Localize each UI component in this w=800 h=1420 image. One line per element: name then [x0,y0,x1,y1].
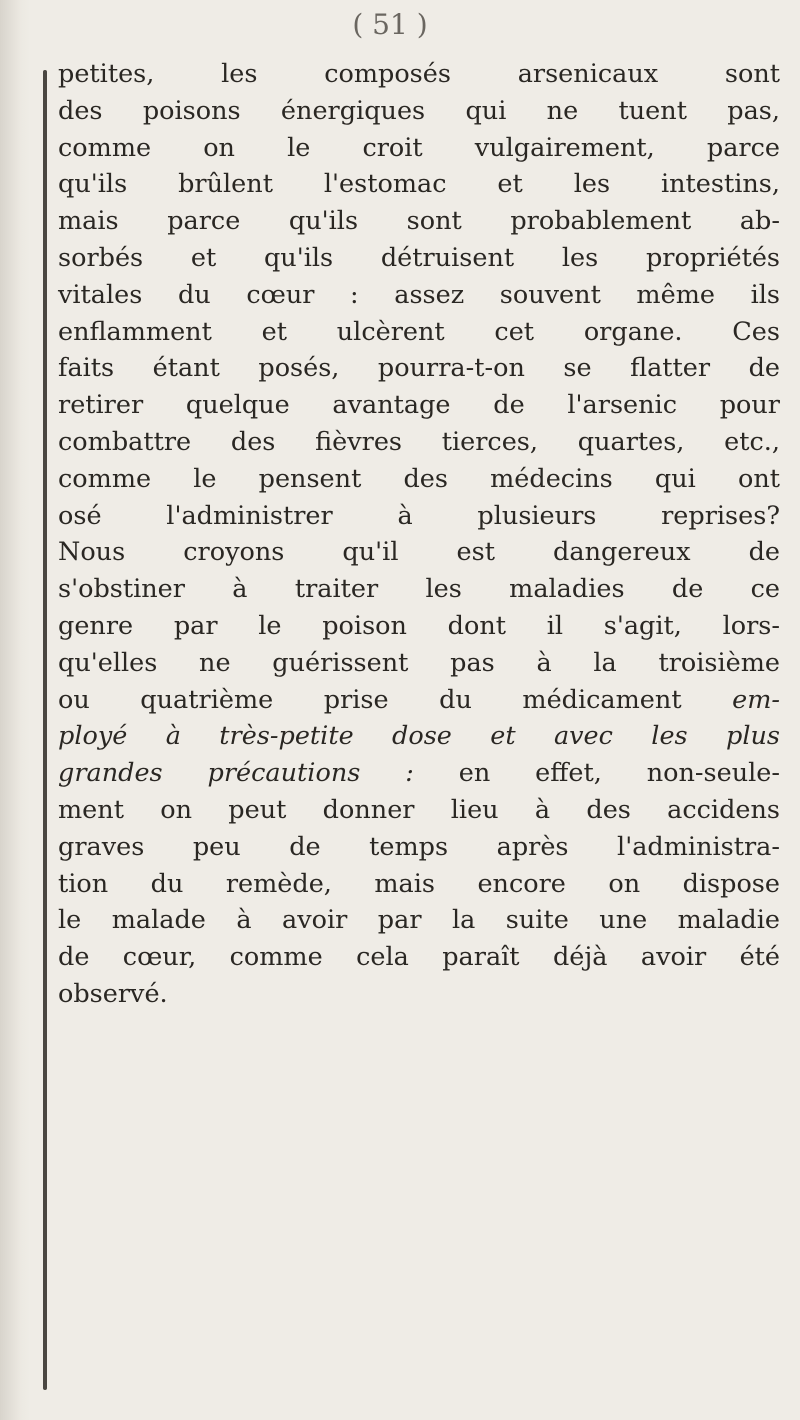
text-run: vitales du cœur : assez souvent même ils [58,279,780,310]
text-run: faits étant posés, pourra-t-on se flatter de [58,353,780,384]
text-run: ou quatrième prise du médicament [58,684,733,715]
text-run: qu'ils brûlent l'estomac et les intestins, [58,169,780,200]
text-line [58,571,780,608]
text-run: le malade à avoir par la suite une maladie [58,905,780,936]
text-run: genre par le poison dont il s'agit, lors- [58,610,780,641]
text-run: qu'elles ne guérissent pas à la troisième [58,647,780,678]
text-run: observé. [58,978,168,1009]
gutter-rule [43,70,47,1390]
text-run: enflamment et ulcèrent cet organe. Ces [58,316,780,347]
text-line [58,829,780,866]
text-line [58,645,780,682]
text-line [58,866,780,903]
text-run: ment on peut donner lieu à des accidens [58,794,780,825]
text-run: combattre des fièvres tierces, quartes, etc., [58,426,780,457]
text-run: mais parce qu'ils sont probablement ab- [58,206,780,237]
text-line [58,93,780,130]
text-run: tion du remède, mais encore on dispose [58,868,780,899]
italic-run: grandes précautions : [58,758,414,789]
text-line [58,277,780,314]
text-run: en effet, non-seule- [413,758,780,789]
text-run: s'obstiner à traiter les maladies de ce [58,574,780,605]
italic-run: em- [732,684,780,715]
italic-run: ployé à très-petite dose et avec les plus [58,721,780,752]
text-run: osé l'administrer à plusieurs reprises? [58,500,780,531]
text-line [58,387,780,424]
text-run: de cœur, comme cela paraît déjà avoir été [58,942,780,973]
text-line [58,755,780,792]
text-line [58,314,780,351]
text-line [58,130,780,167]
text-run: graves peu de temps après l'administra- [58,831,780,862]
text-run: petites, les composés arsenicaux sont [58,59,780,89]
text-line [58,166,780,203]
page-number: ( 51 ) [352,8,428,41]
text-line [58,902,780,939]
text-line [58,534,780,571]
text-line [58,939,780,976]
text-line [58,498,780,535]
text-line [58,350,780,387]
text-line [58,608,780,645]
text-run: comme on le croit vulgairement, parce [58,132,780,163]
text-run: retirer quelque avantage de l'arsenic pour [58,390,780,421]
text-line [58,976,780,1013]
binding-edge [0,0,30,1420]
text-run: comme le pensent des médecins qui ont [58,463,780,494]
text-run: Nous croyons qu'il est dangereux de [58,537,780,568]
text-line [58,461,780,498]
text-run: sorbés et qu'ils détruisent les propriétés [58,242,780,273]
text-run: des poisons énergiques qui ne tuent pas, [58,95,780,126]
text-line [58,424,780,461]
text-line [58,682,780,719]
body-text [58,56,780,1013]
text-line [58,792,780,829]
text-line [58,718,780,755]
text-line [58,203,780,240]
text-line [58,56,780,93]
text-line [58,240,780,277]
